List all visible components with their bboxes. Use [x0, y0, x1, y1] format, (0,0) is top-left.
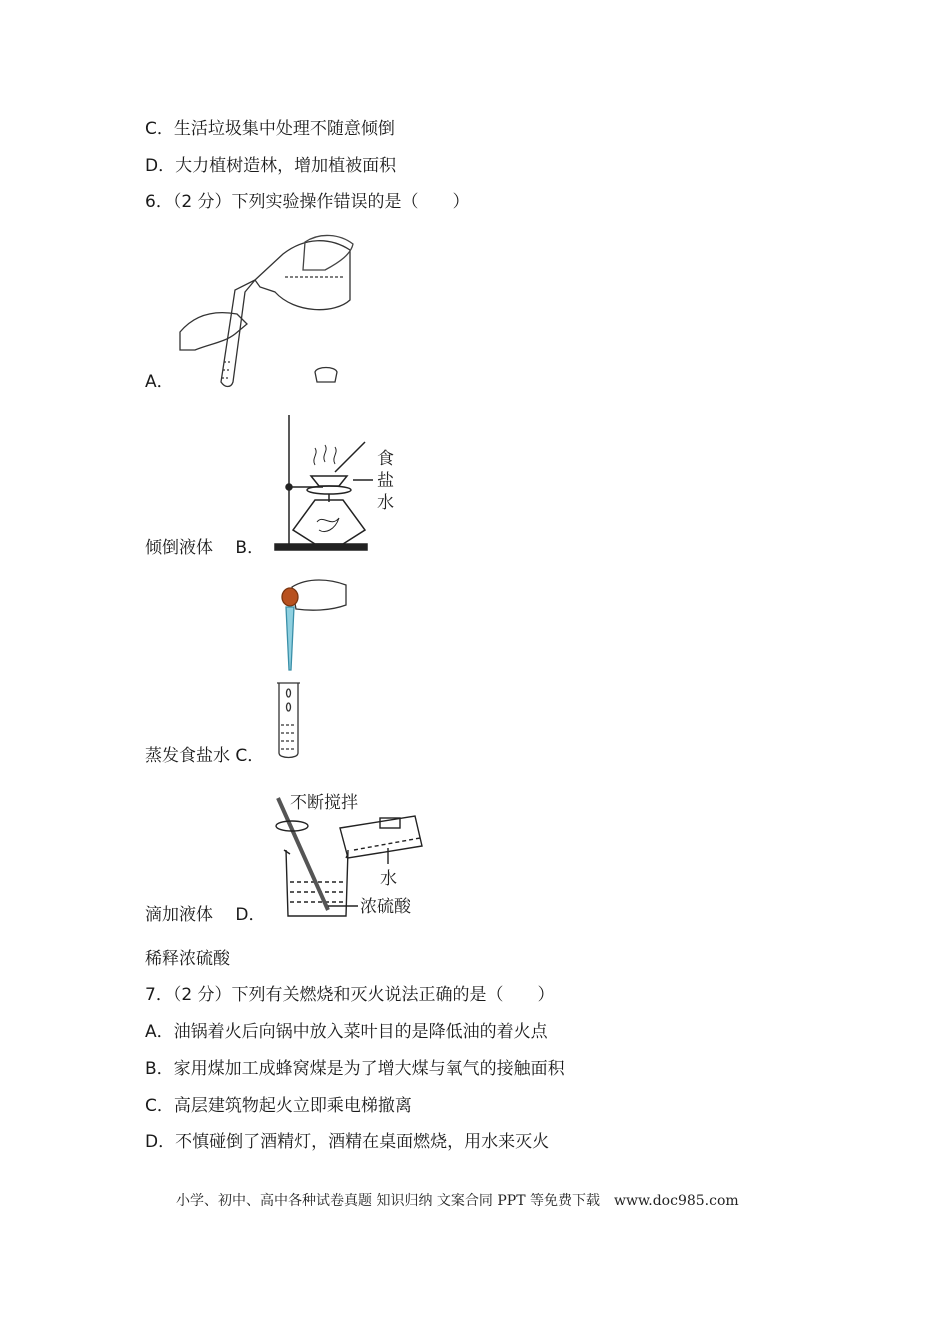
figure-b-label-1: 食 — [377, 449, 394, 469]
figure-b-evaporating-salt-water — [265, 410, 400, 555]
iron-stand-base — [275, 544, 367, 550]
figure-d-acid-label: 浓硫酸 — [360, 897, 411, 917]
q7-option-c: C．高层建筑物起火立即乘电梯撤离 — [145, 1096, 412, 1116]
evaporating-dish — [311, 476, 347, 486]
hand-left — [180, 313, 247, 350]
figure-b-label-2: 盐 — [377, 471, 394, 491]
q7-option-a: A．油锅着火后向锅中放入菜叶目的是降低油的着火点 — [145, 1022, 548, 1042]
q7-option-d: D．不慎碰倒了酒精灯，酒精在桌面燃烧，用水来灭火 — [145, 1132, 550, 1152]
q5-option-c: C．生活垃圾集中处理不随意倾倒 — [145, 119, 395, 139]
figure-d-water-label: 水 — [380, 869, 397, 889]
test-tube — [221, 280, 255, 387]
pouring-container — [340, 816, 422, 858]
q6-d-caption: 稀释浓硫酸 — [145, 949, 230, 969]
q6-a-letter: A． — [145, 372, 174, 392]
alcohol-lamp — [293, 500, 365, 544]
hand-holding-dropper — [292, 580, 346, 610]
glass-rod — [335, 442, 365, 472]
page-footer: 小学、初中、高中各种试卷真题 知识归纳 文案合同 PPT 等免费下载 www.doc985.com — [176, 1193, 739, 1209]
q7-option-b: B．家用煤加工成蜂窝煤是为了增大煤与氧气的接触面积 — [145, 1059, 565, 1079]
ring-support — [307, 486, 351, 494]
dropper-tube — [286, 607, 294, 670]
dropper-bulb — [282, 588, 298, 606]
figure-a-pouring-liquid — [175, 232, 375, 392]
figure-d-diluting-sulfuric-acid — [270, 788, 430, 923]
q5-option-d: D．大力植树造林，增加植被面积 — [145, 156, 397, 176]
figure-b-label-3: 水 — [377, 493, 394, 513]
figure-d-stir-label: 不断搅拌 — [290, 793, 358, 813]
q6-c-caption-d-letter: 滴加液体 D． — [145, 905, 266, 925]
bottle-stopper — [315, 368, 337, 383]
q6-b-caption-c-letter: 蒸发食盐水 C． — [145, 746, 265, 766]
q6-stem: 6．（2 分）下列实验操作错误的是（ ） — [145, 192, 470, 212]
q6-a-caption-b-letter: 倾倒液体 B． — [145, 538, 265, 558]
q7-stem: 7．（2 分）下列有关燃烧和灭火说法正确的是（ ） — [145, 985, 555, 1005]
figure-c-dropping-liquid — [270, 575, 350, 760]
reagent-bottle — [255, 241, 350, 310]
